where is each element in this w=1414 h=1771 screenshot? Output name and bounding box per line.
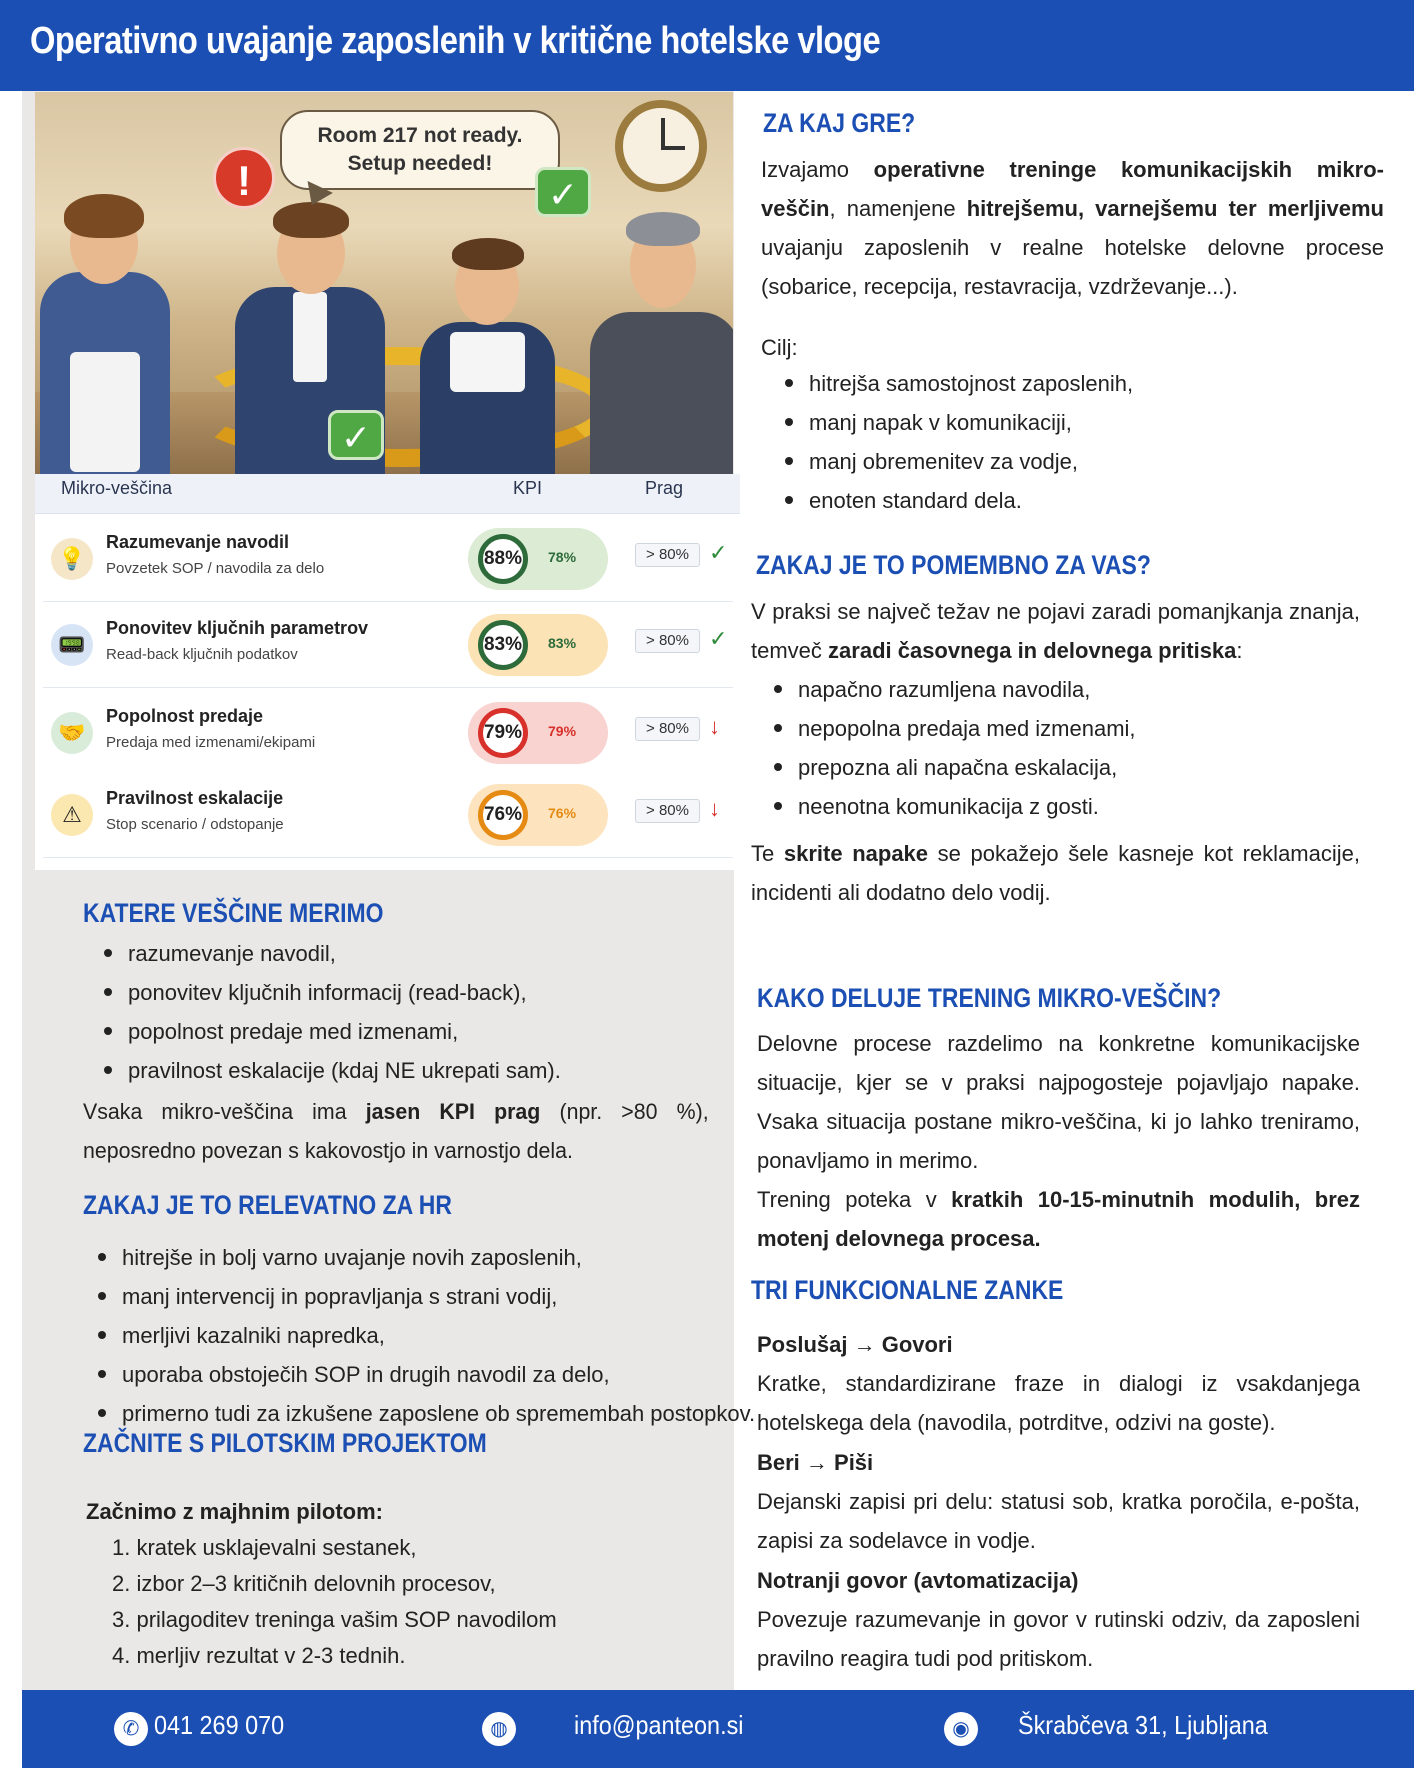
kpi-row-title: Razumevanje navodil xyxy=(106,532,290,552)
page-title: Operativno uvajanje zaposlenih v kritične hotelske vloge xyxy=(30,20,881,62)
page-header xyxy=(0,0,1414,91)
kpi-row xyxy=(43,774,733,858)
pilot-steps xyxy=(112,1530,557,1674)
how-text-1: Delovne procese razdelimo na konkretne komunikacijske situacije, kjer se v praksi najpogosteje pojavljajo napake. Vsaka situacija postane mikro-veščina, ki jo lahko treniramo, ponavljamo in merimo. xyxy=(757,1031,1360,1173)
speech-bubble-line1: Room 217 not ready. xyxy=(317,124,523,147)
address: Škrabčeva 31, Ljubljana xyxy=(1018,1710,1268,1740)
kpi-pill xyxy=(468,614,608,676)
measure-heading: KATERE VEŠČINE MERIMO xyxy=(83,898,384,928)
how-text-2b: kratkih 10-15-minutnih modulih, brez motenj delovnega procesa. xyxy=(757,1187,1360,1251)
loop1-text: Kratke, standardizirane fraze in dialogi iz vsakdanjega hotelskega dela (navodila, potrditve, odzivi na goste). xyxy=(757,1371,1360,1435)
about-t2: operativne treninge komunikacijskih mikro-veščin xyxy=(761,157,1384,221)
kpi-threshold: > 80% xyxy=(635,799,700,823)
kpi-row-title: Popolnost predaje xyxy=(106,706,264,726)
hotel-staff-illustration xyxy=(35,92,733,474)
measure-text-a: Vsaka mikro-veščina ima xyxy=(83,1099,366,1124)
loop3-title: Notranji govor (avtomatizacija) xyxy=(757,1568,1079,1593)
list-item: manj napak v komunikaciji, xyxy=(781,403,1133,442)
kpi-row xyxy=(43,604,733,688)
goal-label: Cilj: xyxy=(761,335,798,360)
why-conclusion xyxy=(751,834,1360,912)
pilot-intro: Začnimo z majhnim pilotom: xyxy=(86,1499,384,1524)
kpi-row xyxy=(43,518,733,602)
list-item: pravilnost eskalacije (kdaj NE ukrepati sam). xyxy=(100,1051,561,1090)
list-item: primerno tudi za izkušene zaposlene ob spremembah postopkov. xyxy=(94,1394,755,1433)
col-skill-header: Mikro-veščina xyxy=(61,478,173,498)
kpi-row-title: Pravilnost eskalacije xyxy=(106,788,284,808)
email-link[interactable]: info@panteon.si xyxy=(574,1710,744,1740)
kpi-row-title: Ponovitev ključnih parametrov xyxy=(106,618,369,638)
kpi-row-subtitle: Povzetek SOP / navodila za delo xyxy=(106,560,325,577)
list-item: enoten standard dela. xyxy=(781,481,1133,520)
kpi-threshold: > 80% xyxy=(635,543,700,567)
list-item: 2. izbor 2–3 kritičnih delovnih procesov, xyxy=(112,1571,496,1596)
kpi-small-value: 83% xyxy=(548,635,577,651)
kpi-pill xyxy=(468,784,608,846)
hr-list xyxy=(94,1238,755,1433)
why-t3: : xyxy=(1236,638,1243,663)
list-item: manj obremenitev za vodje, xyxy=(781,442,1133,481)
why-t6: se pokažejo šele kasneje kot reklamacije, incidenti ali dodatno delo vodij. xyxy=(751,841,1360,905)
list-item: uporaba obstoječih SOP in drugih navodil za delo, xyxy=(94,1355,755,1394)
kpi-threshold: > 80% xyxy=(635,629,700,653)
kpi-row-subtitle: Read-back ključnih podatkov xyxy=(106,646,298,663)
list-item: 4. merljiv rezultat v 2-3 tednih. xyxy=(112,1643,406,1668)
list-item: hitrejša samostojnost zaposlenih, xyxy=(781,364,1133,403)
kpi-small-value: 76% xyxy=(548,805,577,821)
loop3-text: Povezuje razumevanje in govor v rutinski odziv, da zaposleni pravilno reagira tudi pod pritiskom. xyxy=(757,1607,1360,1671)
radio-icon: 📟 xyxy=(51,624,93,666)
hr-heading: ZAKAJ JE TO RELEVATNO ZA HR xyxy=(83,1190,452,1220)
why-t2: zaradi časovnega in delovnega pritiska xyxy=(828,638,1237,663)
checkmark-icon: ✓ xyxy=(709,626,728,651)
list-item: merljivi kazalniki napredka, xyxy=(94,1316,755,1355)
kpi-row-subtitle: Stop scenario / odstopanje xyxy=(106,816,284,833)
kpi-ring: 88% xyxy=(478,534,528,584)
speech-bubble xyxy=(280,110,560,190)
check-icon: ✓ xyxy=(328,410,384,460)
list-item: 3. prilagoditev treninga vašim SOP navodilom xyxy=(112,1607,557,1632)
list-item: nepopolna predaja med izmenami, xyxy=(770,709,1136,748)
globe-icon: ◍ xyxy=(482,1712,516,1746)
kpi-ring: 83% xyxy=(478,620,528,670)
list-item: napačno razumljena navodila, xyxy=(770,670,1136,709)
about-text xyxy=(761,150,1384,306)
contact-footer xyxy=(22,1690,1414,1768)
check-icon: ✓ xyxy=(535,167,591,217)
goal-list xyxy=(781,364,1133,520)
why-t4: Te xyxy=(751,841,784,866)
kpi-table xyxy=(35,474,740,870)
arrow-down-icon: ↓ xyxy=(709,714,720,739)
why-t5: skrite napake xyxy=(783,841,929,866)
list-item: manj intervencij in popravljanja s strani vodij, xyxy=(94,1277,755,1316)
location-pin-icon: ◉ xyxy=(944,1712,978,1746)
kpi-row-subtitle: Predaja med izmenami/ekipami xyxy=(106,734,316,751)
list-item: razumevanje navodil, xyxy=(100,934,561,973)
how-text-2a: Trening poteka v xyxy=(757,1187,952,1212)
about-t1: Izvajamo xyxy=(761,157,874,182)
about-t3: , namenjene xyxy=(829,196,967,221)
why-t1: V praksi se največ težav ne pojavi zaradi pomanjkanja znanja, temveč xyxy=(751,599,1360,663)
kpi-table-header xyxy=(35,474,740,514)
how-text-2 xyxy=(757,1180,1360,1258)
lightbulb-icon: 💡 xyxy=(51,538,93,580)
why-list xyxy=(770,670,1136,826)
kpi-ring: 79% xyxy=(478,708,528,758)
phone-number[interactable]: 041 269 070 xyxy=(154,1710,285,1740)
kpi-small-value: 78% xyxy=(548,549,577,565)
alert-icon: ! xyxy=(213,147,275,209)
why-text xyxy=(751,592,1360,670)
arrow-down-icon: ↓ xyxy=(709,796,720,821)
kpi-row xyxy=(43,692,733,776)
loop2-title: Beri → Piši xyxy=(757,1450,874,1475)
measure-list xyxy=(100,934,561,1090)
col-threshold-header: Prag xyxy=(645,478,684,498)
kpi-threshold: > 80% xyxy=(635,717,700,741)
about-heading: ZA KAJ GRE? xyxy=(763,108,916,138)
clock-icon xyxy=(615,100,707,192)
kpi-pill xyxy=(468,528,608,590)
list-item: popolnost predaje med izmenami, xyxy=(100,1012,561,1051)
loop2-text: Dejanski zapisi pri delu: statusi sob, kratka poročila, e-pošta, zapisi za sodelavce in vodje. xyxy=(757,1489,1360,1553)
about-t4: hitrejšemu, varnejšemu ter merljivemu xyxy=(966,196,1384,221)
measure-text-b: jasen KPI prag xyxy=(365,1099,541,1124)
why-heading: ZAKAJ JE TO POMEMBNO ZA VAS? xyxy=(756,550,1151,580)
loop1-title: Poslušaj → Govori xyxy=(757,1332,953,1357)
kpi-ring: 76% xyxy=(478,790,528,840)
list-item: neenotna komunikacija z gosti. xyxy=(770,787,1136,826)
measure-text-c: (npr. >80 %), neposredno povezan s kakovostjo in varnostjo dela. xyxy=(83,1099,709,1163)
list-item: prepozna ali napačna eskalacija, xyxy=(770,748,1136,787)
col-kpi-header: KPI xyxy=(513,478,543,498)
pilot-heading: ZAČNITE S PILOTSKIM PROJEKTOM xyxy=(83,1428,487,1458)
kpi-pill xyxy=(468,702,608,764)
handshake-icon: 🤝 xyxy=(51,712,93,754)
kpi-small-value: 79% xyxy=(548,723,577,739)
about-t5: uvajanju zaposlenih v realne hotelske delovne procese (sobarice, recepcija, restavracija, vzdrževanje...). xyxy=(761,235,1384,299)
list-item: hitrejše in bolj varno uvajanje novih zaposlenih, xyxy=(94,1238,755,1277)
list-item: ponovitev ključnih informacij (read-back), xyxy=(100,973,561,1012)
phone-icon: ✆ xyxy=(114,1712,148,1746)
how-heading: KAKO DELUJE TRENING MIKRO-VEŠČIN? xyxy=(757,983,1222,1013)
measure-text xyxy=(83,1092,709,1170)
warning-icon: ⚠ xyxy=(51,794,93,836)
list-item: 1. kratek usklajevalni sestanek, xyxy=(112,1535,417,1560)
checkmark-icon: ✓ xyxy=(709,540,728,565)
speech-bubble-line2: Setup needed! xyxy=(347,152,493,176)
loops-heading: TRI FUNKCIONALNE ZANKE xyxy=(751,1275,1064,1305)
